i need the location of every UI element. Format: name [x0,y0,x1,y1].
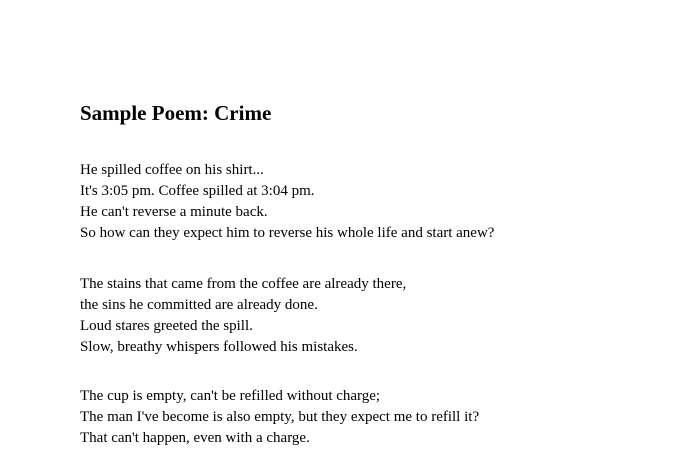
stanza-1 [80,160,494,244]
poem-line: He can't reverse a minute back. [80,204,268,220]
poem-line: It's 3:05 pm. Coffee spilled at 3:04 pm. [80,183,315,199]
poem-line: So how can they expect him to reverse his whole life and start anew? [80,225,495,241]
poem-line: the sins he committed are already done. [80,297,318,313]
poem-line: He spilled coffee on his shirt... [80,162,264,178]
poem-line: The stains that came from the coffee are already there, [80,276,407,292]
poem-line: Slow, breathy whispers followed his mistakes. [80,339,358,355]
stanza-2 [80,274,406,358]
poem-title: Sample Poem: Crime [80,101,272,125]
poem-line: Loud stares greeted the spill. [80,318,253,334]
poem-line: The cup is empty, can't be refilled without charge; [80,388,381,404]
poem-line: That can't happen, even with a charge. [80,430,310,446]
poem-line: The man I've become is also empty, but they expect me to refill it? [80,409,480,425]
stanza-3 [80,386,479,449]
